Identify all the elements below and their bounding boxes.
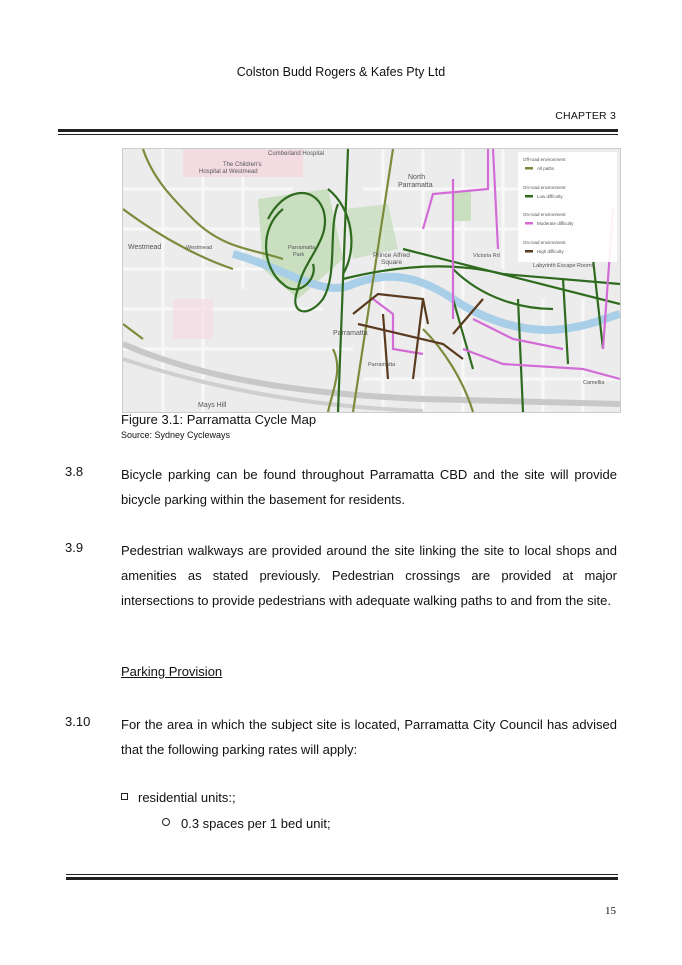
legend-all-paths: All paths xyxy=(537,166,555,171)
header-rule xyxy=(58,129,618,135)
paragraph-number: 3.10 xyxy=(65,714,91,729)
paragraph-text: Pedestrian walkways are provided around the site linking the site to local shops and amenities as stated previously. Pedestrian crossings are provided at major intersections to provide pedestrians with adequate walking paths to and from the site. xyxy=(121,543,617,608)
map-label-mays-hill: Mays Hill xyxy=(198,402,227,409)
legend-on-road-heading-1: On-road environment xyxy=(523,185,566,190)
map-label-childrens-2: Hospital at Westmead xyxy=(199,169,258,175)
paragraph-text: Bicycle parking can be found throughout Parramatta CBD and the site will provide bicycle parking within the basement for residents. xyxy=(121,467,617,507)
cycle-map xyxy=(122,148,621,413)
map-label-north: North xyxy=(408,174,426,181)
map-label-parramatta-station: Parramatta xyxy=(368,362,396,368)
legend-moderate: Moderate difficulty xyxy=(537,221,574,226)
legend-on-road-heading-3: On-road environment xyxy=(523,240,566,245)
map-label-prince-alfred-2: Square xyxy=(381,259,402,266)
paragraph-text: For the area in which the subject site is located, Parramatta City Council has advised that the following parking rates will apply: xyxy=(121,717,617,757)
map-label-park-2: Park xyxy=(293,252,305,258)
sub-bullet-item xyxy=(162,816,331,831)
map-label-victoria-rd: Victoria Rd xyxy=(473,253,500,259)
company-header: Colston Budd Rogers & Kafes Pty Ltd xyxy=(236,65,446,79)
paragraph-number: 3.8 xyxy=(65,464,84,479)
circle-bullet-icon xyxy=(162,818,170,826)
section-heading: Parking Provision xyxy=(121,664,223,679)
legend-high: High difficulty xyxy=(537,249,564,254)
map-label-labyrinth: Labyrinth Escape Rooms xyxy=(533,263,595,269)
figure-source: Source: Sydney Cycleways xyxy=(121,430,231,440)
map-label-childrens-1: The Children's xyxy=(223,162,262,168)
map-legend xyxy=(518,152,617,262)
cycle-map-graphic xyxy=(123,149,620,412)
legend-off-road-heading: Off-road environment xyxy=(523,157,566,162)
map-label-park-1: Parramatta xyxy=(288,245,316,251)
legend-on-road-heading-2: On-road environment xyxy=(523,212,566,217)
figure-caption: Figure 3.1: Parramatta Cycle Map xyxy=(121,412,317,427)
bullet-item-text: residential units:; xyxy=(138,790,236,805)
map-label-westmead-station: Westmead xyxy=(186,245,213,251)
paragraph-number: 3.9 xyxy=(65,540,84,555)
page-number: 15 xyxy=(605,905,616,917)
footer-rule xyxy=(66,874,618,880)
map-label-prince-alfred-1: Prince Alfred xyxy=(373,252,410,259)
map-label-parramatta-north: Parramatta xyxy=(398,182,433,189)
map-label-westmead: Westmead xyxy=(128,244,162,251)
map-label-parramatta: Parramatta xyxy=(333,330,368,337)
chapter-label: CHAPTER 3 xyxy=(555,110,616,122)
legend-low: Low difficulty xyxy=(537,194,563,199)
square-bullet-icon xyxy=(121,793,128,800)
sub-bullet-item-text: 0.3 spaces per 1 bed unit; xyxy=(181,816,331,831)
bullet-item xyxy=(121,790,236,805)
map-label-camellia: Camellia xyxy=(583,380,605,386)
map-label-cumberland: Cumberland Hospital xyxy=(268,151,325,157)
